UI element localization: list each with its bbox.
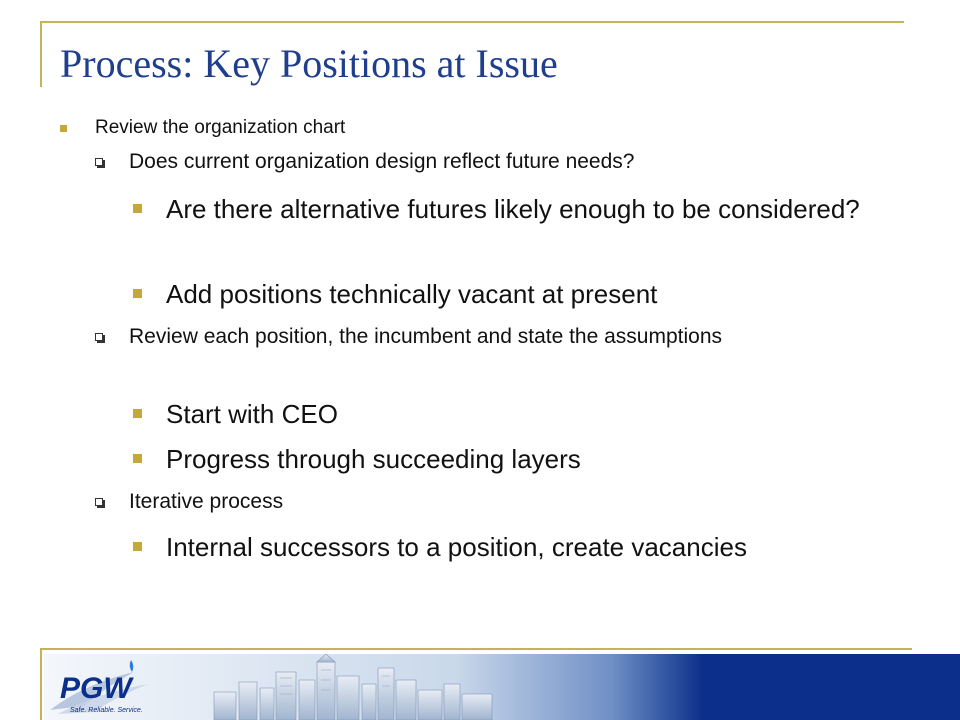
gold-square-bullet-icon: [60, 125, 67, 132]
bullet-item: [133, 192, 893, 226]
bullet-item: [95, 487, 795, 516]
slide-title: Process: Key Positions at Issue: [60, 41, 558, 86]
bullet-text: Review each position, the incumbent and state the assumptions: [129, 325, 723, 348]
bullet-item: [95, 322, 795, 351]
city-skyline-banner: [44, 654, 960, 720]
footer-banner: [44, 654, 960, 720]
bullet-text: Progress through succeeding layers: [166, 444, 581, 474]
logo-text: PGW: [60, 672, 132, 705]
bullet-text: Add positions technically vacant at present: [166, 279, 658, 309]
hollow-box-bullet-icon: [95, 158, 103, 166]
bullet-item: [133, 397, 893, 431]
gold-square-bullet-icon: [133, 409, 142, 418]
bullet-text: Are there alternative futures likely enough to be considered?: [166, 194, 860, 224]
bullet-text: Start with CEO: [166, 399, 338, 429]
bullet-item: [133, 530, 933, 564]
bullet-text: Internal successors to a position, create vacancies: [166, 532, 747, 562]
bullet-item: [133, 442, 893, 476]
gold-square-bullet-icon: [133, 204, 142, 213]
bullet-item: [95, 147, 895, 176]
bullet-item: [133, 277, 893, 311]
gold-square-bullet-icon: [133, 289, 142, 298]
left-border-line: [40, 21, 42, 87]
logo-tagline: Safe. Reliable. Service.: [70, 707, 143, 714]
bullet-text: Iterative process: [129, 490, 284, 513]
bullet-item: [60, 117, 920, 139]
bottom-border-line: [40, 648, 912, 650]
top-border-line: [40, 21, 904, 23]
hollow-box-bullet-icon: [95, 333, 103, 341]
gold-square-bullet-icon: [133, 542, 142, 551]
hollow-box-bullet-icon: [95, 498, 103, 506]
bullet-text: Does current organization design reflect future needs?: [129, 150, 635, 173]
bullet-text: Review the organization chart: [95, 117, 346, 138]
bottom-left-border-line: [40, 648, 42, 720]
gold-square-bullet-icon: [133, 454, 142, 463]
